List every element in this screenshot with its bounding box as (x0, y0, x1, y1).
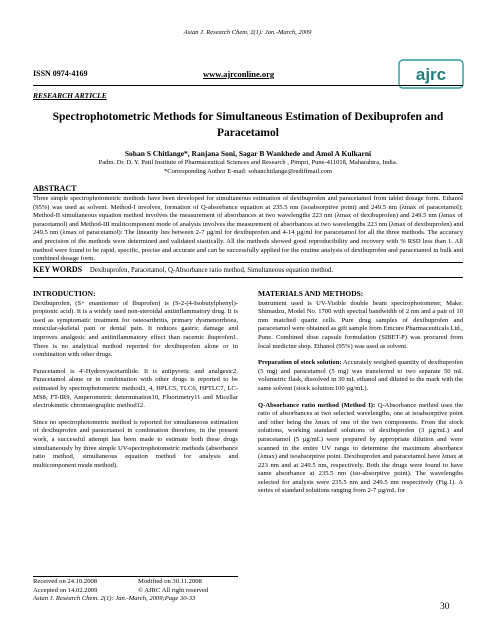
stock-solution-text: Accurately weighed quantity of dexibuprofen (5 mg) and paracetamol (5 mg) was transferred to two separate 50 mL volumetric flask, dissolved in 30 mL ethanol and diluted to the mark with the same solvent (stock solution:100 µg/mL). (258, 359, 464, 392)
copyright: © AJRC All right reserved (138, 586, 209, 594)
keywords-label: KEY WORDS (33, 265, 83, 274)
accepted-date: Accepted on 14.02.2009 (33, 586, 98, 594)
introduction-heading: INTRODUCTION: (33, 289, 96, 298)
stock-solution-paragraph (258, 359, 463, 393)
affiliation-block (33, 159, 463, 176)
affiliation: Padm. Dr. D. Y. Patil Institute of Pharmaceutical Sciences and Research , Pimpri, Pune-411018, Maharahtra, India. (98, 159, 398, 166)
journal-reference: Asian J. Research Chem. 2(1): Jan.-March, 2009;Page 30-33 (33, 595, 196, 603)
abstract-top-rule (33, 193, 463, 194)
keywords-text: Dexibuprofen, Paracetamol, Q-Absorbance ratio method, Simultaneous equation method. (89, 267, 334, 274)
received-rule (33, 576, 238, 577)
intro-paragraph-3: Since no spectrophotometric method is reported for simultaneous estimation of dexibuprofen and paracetamol in combination therefore, in the present work, a successful attempt has been made to estimate both these drugs simultaneously by three simple UV-spectrophotometric methods (absorbance ratio method, simultaneous equation method for analysis and multicomponent mode method). (33, 418, 238, 469)
issn: ISSN 0974-4169 (33, 69, 88, 78)
q-absorbance-paragraph (258, 402, 463, 497)
q-absorbance-text: Q-Absorbance method uses the ratio of absorbances at two selected wavelengths, one at isoabsorptive point and other being the λmax of one of the two components. From the stock solutions, working standard solutions of dexibuprofen (3 µg/mL) and paracetamol (5 µg/mL) were prepared by appropriate dilution and were scanned in the entire UV range to determine the maximum absorbance (λmax) and isoabsorptive point. Dexibuprofen and paracetamol have λmax at 223 nm and at 249.5 nm, respectively. Both the drugs were found to have same absorbance at 235.5 nm (iso-absorptive point). The wavelengths selected for analysis were 235.5 nm and 249.5 nm respectively (Fig.1). A series of standard solutions ranging from 2-7 µg/mL for (258, 401, 464, 495)
received-block (33, 578, 238, 604)
running-header (0, 29, 495, 41)
abstract-heading: ABSTRACT (33, 184, 77, 193)
intro-paragraph-2: Paracetamol is 4'-Hydroxyacetanilide. It is antipyretic and analgesic2. Paracetamol alone or in combination with other drugs is reported to be estimated by spectrophotometric method3, 4, HPLC5, TLC6, HPTLC7, LC-MS8, FT-IR9, Amperometric determination10, Fluorimetry11 and Micellar electrokinetic chromatographic method12. (33, 367, 238, 410)
materials-paragraph: Instrument used is UV-Visible double beam spectrophotometer, Make: Shimadzu, Model No. 1700 with spectral bandwidth of 2 nm and a pair of 10 mm matched quartz cells. Pure drug samples of dexibuprofen and paracetamol were obtained as gift sample from Emcure Pharmaceuticals Ltd., Pune. Combined dose capsule formulation (SIBET-P) was procured from local medicine shop. Ethanol (95%) was used as solvent. (258, 299, 463, 350)
accepted-row (33, 587, 238, 596)
received-row (33, 578, 238, 587)
abstract-bottom-rule (33, 262, 463, 263)
keywords-rule (33, 277, 463, 278)
stock-solution-heading: Preparation of stock solution: (258, 359, 342, 367)
intro-paragraph-1: Dexibuprofen, (S+ enantiomer of Ibuprofen) is (S-2-(4-Isobutylphenyl)-propionic acid). It is a widely used non-steroidal antiinflammatory drug. It is used as symptomatic treatment for osteoarthritis, primary dysmenorrhoea, muscular-skeletal pain or dental pain. It reduces gastric damage and improves analgesic and antiinflammatory effect than racemic ibuprofen1. There is no analytical method reported for dexibuprofen alone or in combination with other drugs. (33, 299, 238, 359)
received-date: Received on 24.10.2008 (33, 578, 98, 585)
modified-date: Modified on 30.11.2008 (138, 578, 202, 585)
header-rule (33, 85, 463, 86)
correspondence: *Corresponding Author E-mail: sohanchitlange@rediffmail.com (164, 167, 332, 175)
article-title (33, 109, 463, 141)
right-column (258, 290, 463, 504)
article-type: RESEARCH ARTICLE (33, 91, 107, 100)
q-absorbance-heading: Q-Absorbance ratio method (Method I): (258, 401, 376, 409)
title-line-1: Spectrophotometric Methods for Simultaneous Estimation of Dexibuprofen and (52, 111, 444, 123)
authors: Sohan S Chitlange*, Ranjana Soni, Sagar B Wankhede and Amol A Kulkarni (124, 149, 372, 158)
page-number: 30 (440, 602, 450, 612)
running-header-text: Asian J. Research Chem. 2(1): Jan.-March, 2009 (183, 29, 312, 36)
abstract-text: Three simple spectrophotometric methods have been developed for simultaneous estimation of dexibuprofen and paracetamol from tablet dosage form. Ethanol (95%) was used as solvent. Method-I involves, formation of Q-absorbance equation at 235.5 nm (isoabsorptive point) and 249.5 nm (λmax of paracetamol); Method-II simultaneous equation method involves the measurement of absorbances at two wavelengths 223 nm (λmax of dexibuprofen) and 249.5 nm (λmax of paracetamol) and Method-III multicomponent mode of analysis involves the measurement of absorbances at two wavelengths 223 nm (λmax of dexibuprofen) and 249.5 nm (λmax of paracetamol): The linearity lies between 2-7 µg/ml for dexibuprofen and 4-14 µg/ml for paracetamol for all the three methods. The accuracy and precision of the methods were determined and validated stastically. All the methods showed good reproducibility and recovery with % RSD less than 1. All method were found to be rapid, specific, precise and accurate and can be successfully applied for the routine analysis of dexibuprofen and paracetamol in bulk and combined dosage form. (33, 195, 463, 263)
journal-website-link[interactable]: www.ajrconline.org (203, 69, 275, 79)
running-header-mark: ` (246, 36, 249, 41)
logo-lettering: ajrc (415, 65, 447, 84)
materials-methods-heading: MATERIALS AND METHODS: (258, 289, 364, 298)
title-line-2: Paracetamol (217, 127, 279, 139)
keywords (33, 265, 463, 274)
left-column (33, 290, 238, 478)
